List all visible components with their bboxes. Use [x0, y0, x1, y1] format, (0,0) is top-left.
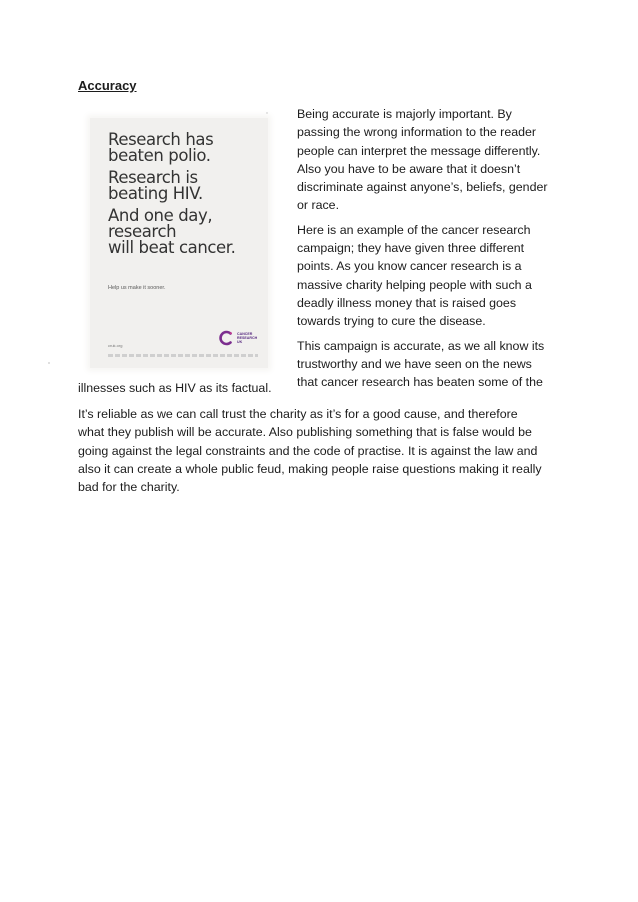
poster-line: will beat cancer.	[108, 238, 236, 257]
poster-headline-polio	[108, 132, 236, 164]
poster-line: beaten polio.	[108, 146, 211, 165]
text-line: campaign; they have given three different	[297, 241, 525, 256]
text-line: Being accurate is majorly important. By	[297, 107, 512, 121]
paragraph-campaign-accuracy	[297, 337, 572, 392]
text-line: also it can create a whole public feud, making people raise questions making it really	[78, 461, 542, 476]
poster-headline-hiv	[108, 170, 236, 202]
text-line: This campaign is accurate, as we all know its	[297, 338, 545, 353]
poster-line: Research is	[108, 168, 198, 187]
logo-word: RESEARCH	[237, 336, 258, 340]
paragraph-accuracy-importance	[297, 105, 572, 215]
poster-url: cruk.org	[108, 343, 123, 348]
poster-headline-cancer	[108, 208, 236, 256]
scan-speck	[266, 112, 268, 114]
text-line: going against the legal constraints and the code of practise. It is against the law and	[78, 443, 538, 458]
text-line: passing the wrong information to the reader	[297, 125, 537, 140]
poster-fine-print	[108, 354, 258, 357]
poster-line: research	[108, 222, 177, 241]
cancer-research-uk-logo	[218, 330, 267, 346]
text-line: discriminate against anyone’s, beliefs, gender	[297, 180, 548, 195]
text-line: Also you have to be aware that it doesn’t	[297, 161, 521, 176]
text-line: trustworthy and we have seen on the news	[297, 356, 532, 371]
text-line: points. As you know cancer research is a	[297, 259, 522, 274]
scan-speck	[48, 362, 50, 364]
text-line: massive charity helping people with such a	[297, 277, 532, 292]
text-line: or race.	[297, 198, 340, 213]
text-line: It’s reliable as we can call trust the charity as it’s for a good cause, and therefore	[78, 407, 518, 421]
logo-word: CANCER	[237, 332, 253, 336]
paragraph-reliability	[78, 405, 578, 496]
poster-line: Research has	[108, 130, 214, 149]
poster-headline	[108, 132, 236, 262]
text-line: Here is an example of the cancer research	[297, 222, 531, 237]
paragraph-continuation: illnesses such as HIV as its factual.	[78, 381, 272, 395]
campaign-poster-image	[90, 118, 268, 368]
poster-line: beating HIV.	[108, 184, 203, 203]
paragraph-campaign-example	[297, 221, 572, 331]
text-line: people can interpret the message differently.	[297, 143, 541, 158]
text-line: what they publish will be accurate. Also publishing something that is false would be	[78, 425, 532, 440]
logo-word: UK	[237, 340, 243, 344]
text-line: that cancer research has beaten some of the	[297, 375, 543, 390]
right-column-text	[297, 105, 572, 397]
section-heading: Accuracy	[78, 78, 137, 93]
cancer-research-logo-icon	[218, 330, 234, 346]
logo-wordmark	[237, 332, 267, 344]
text-line: towards trying to cure the disease.	[297, 314, 486, 329]
poster-line: And one day,	[108, 206, 213, 225]
text-line: deadly illness money that is raised goes	[297, 295, 517, 310]
poster-tagline: Help us make it sooner.	[108, 285, 166, 291]
text-line: bad for the charity.	[78, 480, 180, 495]
